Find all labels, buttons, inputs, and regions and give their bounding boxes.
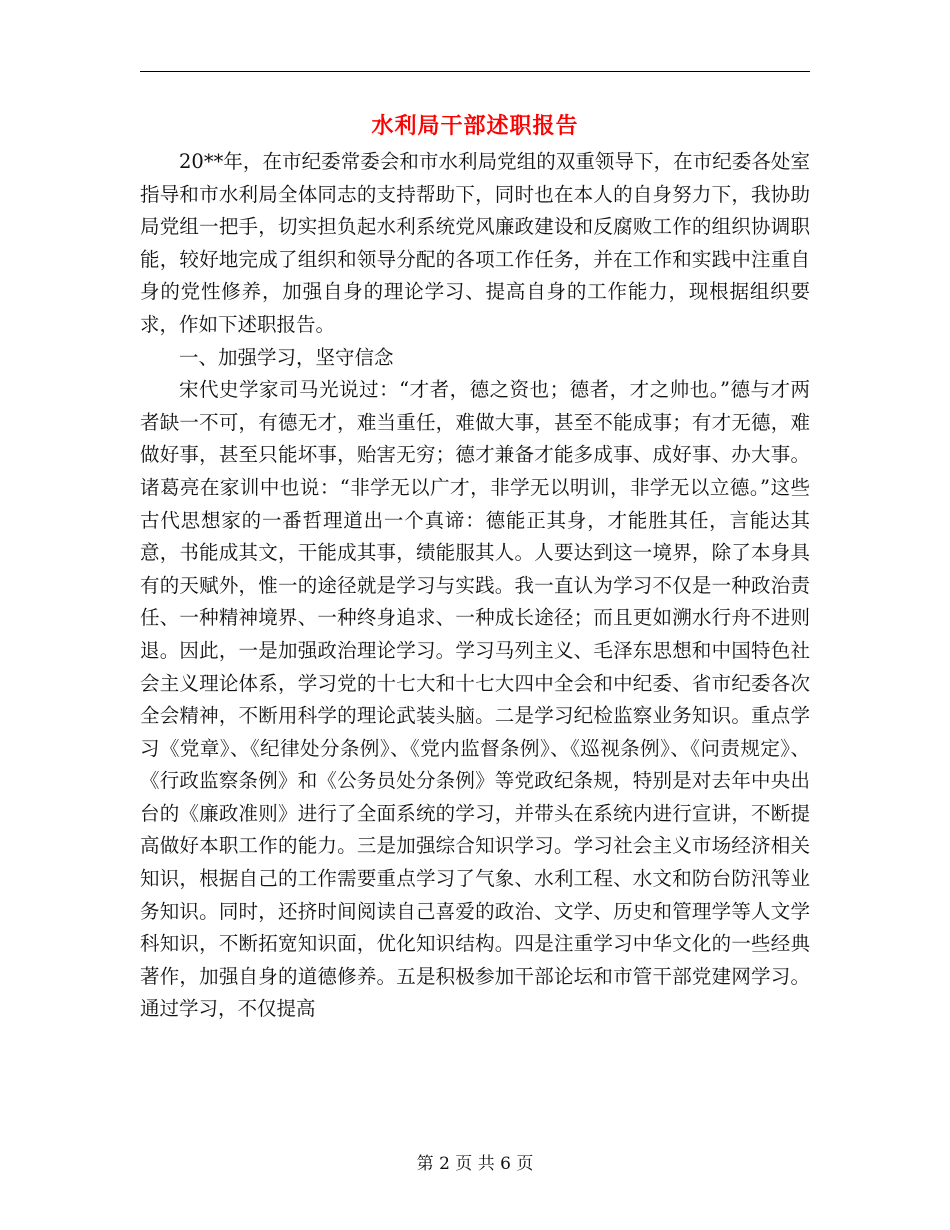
document-body (140, 146, 810, 1026)
paragraph-intro: 20**年，在市纪委常委会和市水利局党组的双重领导下，在市纪委各处室指导和市水利局全体同志的支持帮助下，同时也在本人的自身努力下，我协助局党组一把手，切实担负起水利系统党风廉政建设和反腐败工作的组织协调职能，较好地完成了组织和领导分配的各项工作任务，并在工作和实践中注重自身的党性修养，加强自身的理论学习、提高自身的工作能力，现根据组织要求，作如下述职报告。 (140, 150, 810, 336)
header-rule (140, 71, 810, 72)
document-title: 水利局干部述职报告 (371, 113, 579, 139)
section-heading-1: 一、加强学习，坚守信念 (179, 345, 394, 369)
paragraph-study: 宋代史学家司马光说过：“才者，德之资也；德者，才之帅也。”德与才两者缺一不可，有德无才，难当重任，难做大事，甚至不能成事；有才无德，难做好事，甚至只能坏事，贻害无穷；德才兼备才能多成事、成好事、办大事。诸葛亮在家训中也说：“非学无以广才，非学无以明训，非学无以立德。”这些古代思想家的一番哲理道出一个真谛：德能正其身，才能胜其任，言能达其意，书能成其文，干能成其事，绩能服其人。人要达到这一境界，除了本身具有的天赋外，惟一的途径就是学习与实践。我一直认为学习不仅是一种政治责任、一种精神境界、一种终身追求、一种成长途径；而且更如溯水行舟不进则退。因此，一是加强政治理论学习。学习马列主义、毛泽东思想和中国特色社会主义理论体系，学习党的十七大和十七大四中全会和中纪委、省市纪委各次全会精神，不断用科学的理论武装头脑。二是学习纪检监察业务知识。重点学习《党章》、《纪律处分条例》、《党内监督条例》、《巡视条例》、《问责规定》、《行政监察条例》和《公务员处分条例》等党政纪条规，特别是对去年中央出台的《廉政准则》进行了全面系统的学习，并带头在系统内进行宣讲，不断提高做好本职工作的能力。三是加强综合知识学习。学习社会主义市场经济相关知识，根据自己的工作需要重点学习了气象、水利工程、水文和防台防汛等业务知识。同时，还挤时间阅读自己喜爱的政治、文学、历史和管理学等人文学科知识，不断拓宽知识面，优化知识结构。四是注重学习中华文化的一些经典著作，加强自身的道德修养。五是积极参加干部论坛和市管干部党建网学习。通过学习，不仅提高 (140, 378, 810, 1021)
page-number-footer: 第 2 页 共 6 页 (416, 1154, 534, 1174)
